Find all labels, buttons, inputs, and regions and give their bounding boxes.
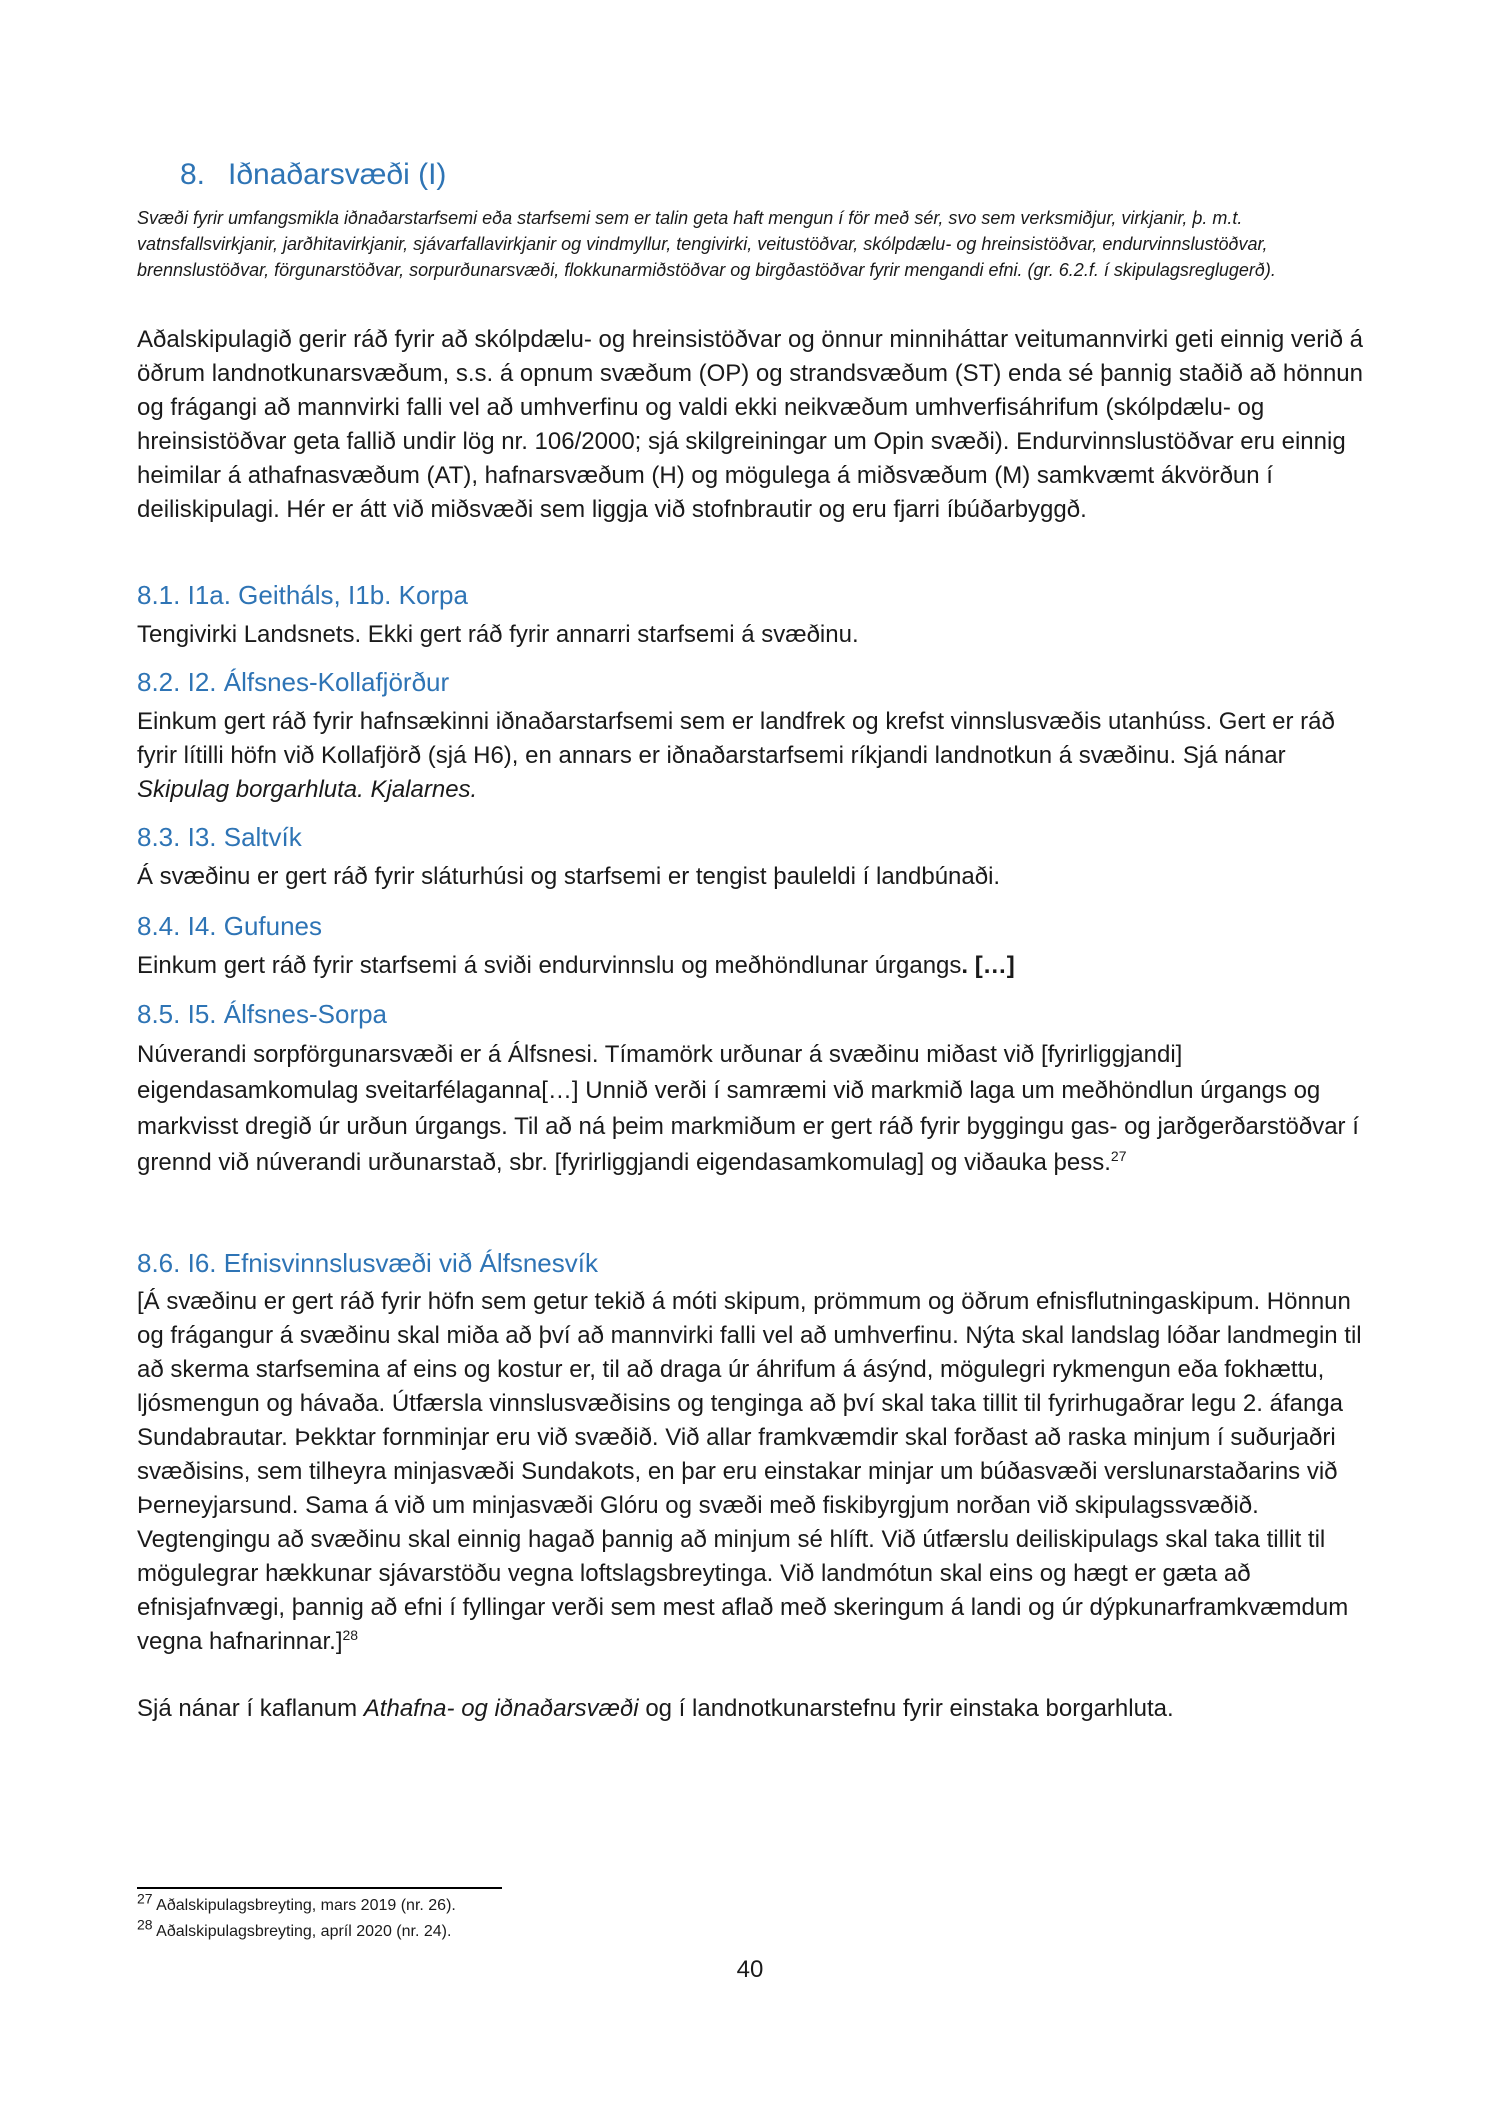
subsection-title-8-6: 8.6. I6. Efnisvinnslusvæði við Álfsnesvík (137, 1248, 598, 1278)
section-heading (180, 158, 446, 192)
subsection-text-8-5 (137, 1037, 1372, 1181)
closing-text-before: Sjá nánar í kaflanum (137, 1695, 358, 1722)
footnote-ref-28[interactable]: 28 (342, 1627, 359, 1643)
footnote-number: 27 (137, 1890, 153, 1907)
subsection-title-8-5: 8.5. I5. Álfsnes-Sorpa (137, 999, 388, 1029)
subsection-text-8-3: Á svæðinu er gert ráð fyrir sláturhúsi og starfsemi er tengist þauleldi í landbúnaði. (137, 863, 1001, 890)
intro-paragraph: Aðalskipulagið gerir ráð fyrir að skólpdælu- og hreinsistöðvar og önnur minniháttar veitumannvirki geti einnig verið á öðrum landnotkunarsvæðum, s.s. á opnum svæðum (OP) og strandsvæðum (ST) enda sé þannig staðið að hönnun og frágangi að mannvirki falli vel að umhverfinu og valdi ekki neikvæðum umhverfisáhrifum (skólpdælu- og hreinsistöðvar geta fallið undir lög nr. 106/2000; sjá skilgreiningar um Opin svæði). Endurvinnslustöðvar eru einnig heimilar á athafnasvæðum (AT), hafnarsvæðum (H) og mögulega á miðsvæðum (M) samkvæmt ákvörðun í deiliskipulagi. Hér er átt við miðsvæði sem liggja við stofnbrautir og eru fjarri íbúðarbyggð. (137, 326, 1363, 523)
subsection-title-8-3: 8.3. I3. Saltvík (137, 822, 302, 852)
footnote-ref-27[interactable]: 27 (1110, 1148, 1127, 1164)
section-title: Iðnaðarsvæði (I) (228, 158, 447, 191)
footnote-text: Aðalskipulagsbreyting, apríl 2020 (nr. 24). (156, 1923, 452, 1940)
section-number: 8. (180, 158, 206, 191)
subsection-text-8-6 (137, 1285, 1372, 1659)
closing-text-after: og í landnotkunarstefnu fyrir einstaka borgarhluta. (645, 1695, 1174, 1722)
footnote-number: 28 (137, 1916, 153, 1933)
chapter-reference-italic: Athafna- og iðnaðarsvæði (363, 1695, 639, 1722)
subsection-text-8-4-main: Einkum gert ráð fyrir starfsemi á sviði endurvinnslu og meðhöndlunar úrgangs (137, 952, 962, 979)
subsection-text-8-2-main: Einkum gert ráð fyrir hafnsækinni iðnaðarstarfsemi sem er landfrek og krefst vinnslusvæðis utanhúss. Gert er ráð fyrir lítilli höfn við Kollafjörð (sjá H6), en annars er iðnaðarstarfsemi ríkjandi landnotkun á svæðinu. Sjá nánar (137, 708, 1335, 769)
page-number: 40 (736, 1956, 764, 1983)
footnote-text: Aðalskipulagsbreyting, mars 2019 (nr. 26). (156, 1897, 456, 1914)
subsection-title-8-1: 8.1. I1a. Geitháls, I1b. Korpa (137, 580, 468, 610)
subsection-title-8-2: 8.2. I2. Álfsnes-Kollafjörður (137, 667, 450, 697)
subsection-text-8-4 (137, 949, 1372, 983)
definition-note: Svæði fyrir umfangsmikla iðnaðarstarfsemi eða starfsemi sem er talin geta haft mengun í för með sér, svo sem verksmiðjur, virkjanir, þ. m.t. vatnsfallsvirkjanir, jarðhitavirkjanir, sjávarfallavirkjanir og vindmyllur, tengivirki, veitustöðvar, skólpdælu- og hreinsistöðvar, endurvinnslustöðvar, brennslustöðvar, förgunarstöðvar, sorpurðunarsvæði, flokkunarmiðstöðvar og birgðastöðvar fyrir mengandi efni. (gr. 6.2.f. í skipulagsreglugerð). (137, 208, 1276, 280)
footnote-separator (137, 1887, 502, 1889)
subsection-text-8-1: Tengivirki Landsnets. Ekki gert ráð fyrir annarri starfsemi á svæðinu. (137, 621, 859, 648)
omission-marker: . […] (961, 952, 1015, 979)
subsection-title-8-4: 8.4. I4. Gufunes (137, 911, 323, 941)
subsection-text-8-2 (137, 705, 1372, 807)
footnote-28 (137, 1916, 452, 1941)
closing-paragraph (137, 1692, 1372, 1726)
footnote-27 (137, 1890, 456, 1915)
plan-reference-italic: Skipulag borgarhluta. Kjalarnes. (137, 776, 478, 803)
subsection-text-8-6-main: [Á svæðinu er gert ráð fyrir höfn sem getur tekið á móti skipum, prömmum og öðrum efnisflutningaskipum. Hönnun og frágangur á svæðinu skal miða að því að mannvirki falli vel að umhverfinu. Nýta skal landslag lóðar landmegin til að skerma starfsemina af eins og kostur er, til að draga úr áhrifum á ásýnd, mögulegri rykmengun eða fokhættu, ljósmengun og hávaða. Útfærsla vinnslusvæðisins og tenginga að því skal taka tillit til fyrirhugaðrar legu 2. áfanga Sundabrautar. Þekktar fornminjar eru við svæðið. Við allar framkvæmdir skal forðast að raska minjum í suðurjaðri svæðisins, sem tilheyra minjasvæði Sundakots, en þar eru einstakar minjar um búðasvæði verslunarstaðarins við Þerneyjarsund. Sama á við um minjasvæði Glóru og svæði með fiskibyrgjum norðan við skipulagssvæðið. Vegtengingu að svæðinu skal einnig hagað þannig að minjum sé hlíft. Við útfærslu deiliskipulags skal taka tillit til mögulegrar hækkunar sjávarstöðu vegna loftslagsbreytinga. Við landmótun skal eins og hægt er gæta að efnisjafnvægi, þannig að efni í fyllingar verði sem mest aflað með skeringum á landi og úr dýpkunarframkvæmdum vegna hafnarinnar.] (137, 1288, 1362, 1655)
subsection-text-8-5-main: Núverandi sorpförgunarsvæði er á Álfsnesi. Tímamörk urðunar á svæðinu miðast við [fyrirliggjandi] eigendasamkomulag sveitarfélaganna[…] Unnið verði í samræmi við markmið laga um meðhöndlun úrgangs og markvisst dregið úr urðun úrgangs. Til að ná þeim markmiðum er gert ráð fyrir byggingu gas- og jarðgerðarstöðvar í grennd við núverandi urðunarstað, sbr. [fyrirliggjandi eigendasamkomulag] og viðauka þess. (137, 1041, 1359, 1176)
